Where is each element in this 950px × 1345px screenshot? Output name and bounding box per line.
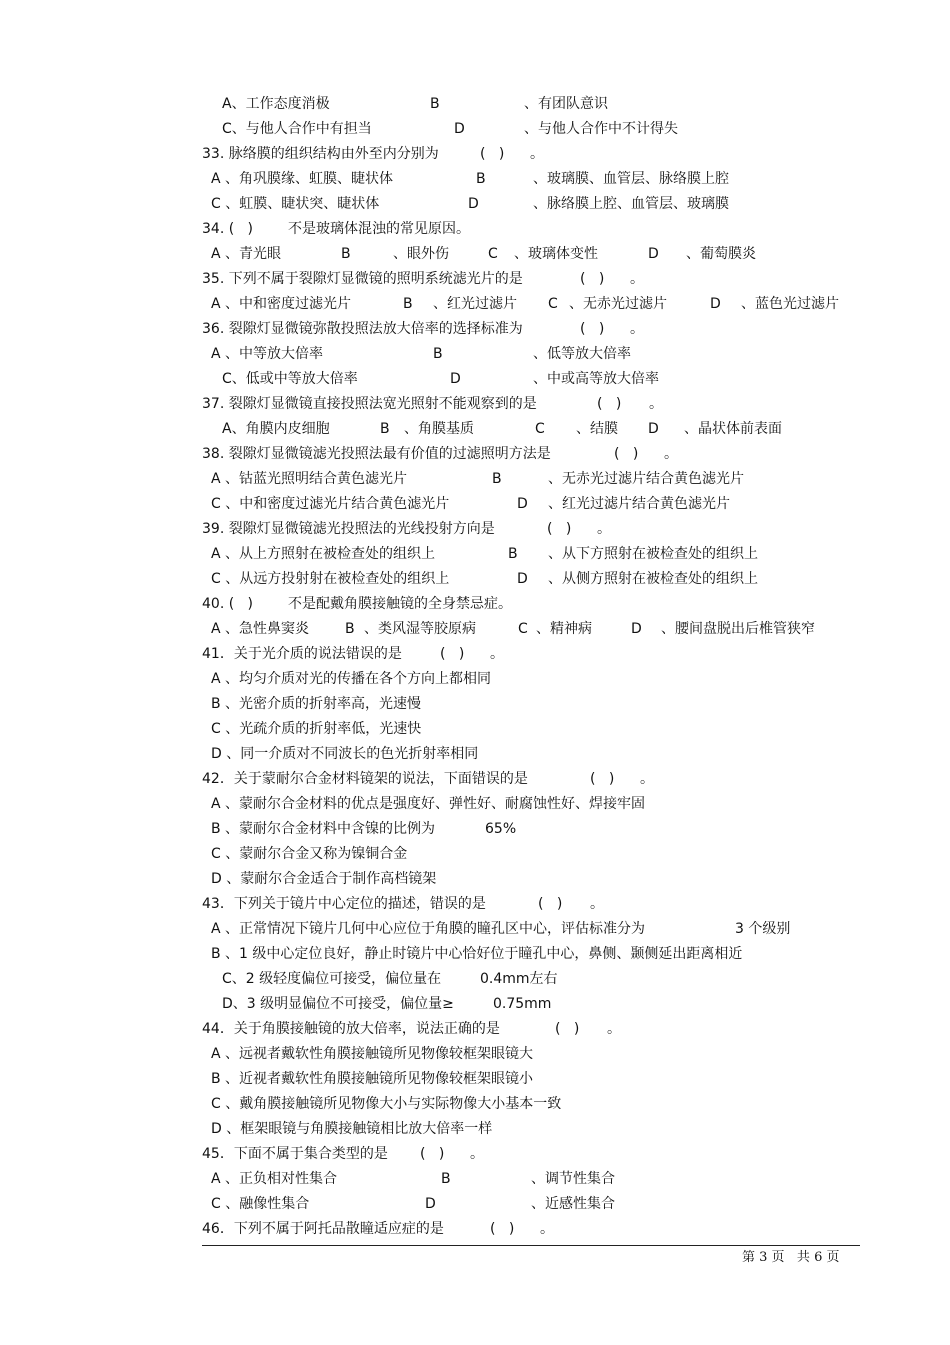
text-segment: 不是玻璃体混浊的常见原因。	[288, 221, 470, 237]
text-segment: 34. ( )	[202, 221, 253, 237]
text-segment: B	[476, 171, 486, 187]
text-segment: A 、中和密度过滤光片	[211, 296, 352, 312]
text-segment: B	[441, 1171, 451, 1187]
text-segment: C、低或中等放大倍率	[222, 371, 358, 387]
text-segment: 43．下列关于镜片中心定位的描述，错误的是	[202, 896, 486, 912]
text-segment: 、类风湿等胶原病	[364, 621, 476, 637]
text-segment: ( )	[440, 646, 465, 662]
text-segment: 、有团队意识	[524, 96, 608, 112]
text-segment: ( )	[590, 771, 615, 787]
text-segment: 44．关于角膜接触镜的放大倍率，说法正确的是	[202, 1021, 500, 1037]
text-segment: C、2 级轻度偏位可接受，偏位量在	[222, 971, 442, 987]
text-segment: 、晶状体前表面	[684, 421, 782, 437]
text-segment: 、腰间盘脱出后椎管狭窄	[661, 621, 815, 637]
text-segment: A、角膜内皮细胞	[222, 421, 330, 437]
text-segment: 。	[597, 521, 611, 537]
text-segment: ( )	[555, 1021, 580, 1037]
text-segment: B	[345, 621, 355, 637]
text-segment: D	[648, 421, 659, 437]
text-segment: B 、光密介质的折射率高，光速慢	[211, 696, 422, 712]
text-segment: A 、从上方照射在被检查处的组织上	[211, 546, 436, 562]
text-segment: D	[425, 1196, 436, 1212]
text-segment: 、中或高等放大倍率	[533, 371, 659, 387]
text-segment: 。	[630, 271, 644, 287]
text-segment: D	[710, 296, 721, 312]
text-segment: 。	[607, 1021, 621, 1037]
text-segment: 37. 裂隙灯显微镜直接投照法宽光照射不能观察到的是	[202, 396, 537, 412]
text-segment: 、葡萄膜炎	[686, 246, 756, 262]
text-segment: 。	[630, 321, 644, 337]
text-segment: 、红光过滤片	[433, 296, 517, 312]
text-segment: ( )	[597, 396, 622, 412]
text-segment: D	[631, 621, 642, 637]
text-segment: 、红光过滤片结合黄色滤光片	[548, 496, 730, 512]
text-segment: C 、虹膜、睫状突、睫状体	[211, 196, 380, 212]
text-segment: C 、光疏介质的折射率低，光速快	[211, 721, 422, 737]
text-segment: ( )	[580, 321, 605, 337]
text-segment: D	[517, 571, 528, 587]
text-segment: 。	[540, 1221, 554, 1237]
text-segment: B	[380, 421, 390, 437]
text-segment: 36. 裂隙灯显微镜弥散投照法放大倍率的选择标准为	[202, 321, 523, 337]
text-segment: B 、蒙耐尔合金材料中含镍的比例为	[211, 821, 436, 837]
text-segment: ( )	[580, 271, 605, 287]
text-segment: C 、从远方投射射在被检查处的组织上	[211, 571, 450, 587]
text-segment: 、低等放大倍率	[533, 346, 631, 362]
text-segment: A 、正常情况下镜片几何中心应位于角膜的瞳孔区中心，评估标准分为	[211, 921, 646, 937]
text-segment: D	[450, 371, 461, 387]
text-segment: C	[488, 246, 498, 262]
text-segment: D、3 级明显偏位不可接受，偏位量≥	[222, 996, 454, 1012]
text-segment: 45．下面不属于集合类型的是	[202, 1146, 388, 1162]
text-segment: 、近感性集合	[531, 1196, 615, 1212]
text-segment: 46．下列不属于阿托品散瞳适应症的是	[202, 1221, 444, 1237]
text-segment: C 、中和密度过滤光片结合黄色滤光片	[211, 496, 450, 512]
text-segment: A 、正负相对性集合	[211, 1171, 338, 1187]
text-segment: B	[508, 546, 518, 562]
text-segment: 、无赤光过滤片	[569, 296, 667, 312]
text-segment: C 、融像性集合	[211, 1196, 310, 1212]
text-segment: 、调节性集合	[531, 1171, 615, 1187]
text-segment: C	[548, 296, 558, 312]
text-segment: 。	[590, 896, 604, 912]
page-footer: 第 3 页 共 6 页	[742, 1250, 840, 1265]
text-segment: 、与他人合作中不计得失	[524, 121, 678, 137]
text-segment: ( )	[480, 146, 505, 162]
text-segment: ( )	[420, 1146, 445, 1162]
text-segment: A 、蒙耐尔合金材料的优点是强度好、弹性好、耐腐蚀性好、焊接牢固	[211, 796, 646, 812]
text-segment: D 、同一介质对不同波长的色光折射率相同	[211, 746, 479, 762]
text-segment: 42．关于蒙耐尔合金材料镜架的说法，下面错误的是	[202, 771, 528, 787]
text-segment: D	[454, 121, 465, 137]
text-segment: D 、蒙耐尔合金适合于制作高档镜架	[211, 871, 437, 887]
text-segment: 、无赤光过滤片结合黄色滤光片	[548, 471, 744, 487]
text-segment: 65%	[485, 821, 517, 837]
text-segment: A 、中等放大倍率	[211, 346, 324, 362]
footer-rule	[202, 1245, 860, 1246]
text-segment: 3 个级别	[735, 921, 791, 937]
text-segment: B 、近视者戴软性角膜接触镜所见物像较框架眼镜小	[211, 1071, 534, 1087]
text-segment: A 、急性鼻窦炎	[211, 621, 310, 637]
text-segment: ( )	[490, 1221, 515, 1237]
text-segment: 。	[530, 146, 544, 162]
text-segment: 35. 下列不属于裂隙灯显微镜的照明系统滤光片的是	[202, 271, 523, 287]
text-segment: 。	[664, 446, 678, 462]
text-segment: C 、戴角膜接触镜所见物像大小与实际物像大小基本一致	[211, 1096, 562, 1112]
text-segment: 、眼外伤	[393, 246, 449, 262]
text-segment: 、蓝色光过滤片	[741, 296, 839, 312]
text-segment: 。	[470, 1146, 484, 1162]
text-segment: 、精神病	[536, 621, 592, 637]
text-segment: A 、钴蓝光照明结合黄色滤光片	[211, 471, 408, 487]
text-segment: A 、远视者戴软性角膜接触镜所见物像较框架眼镜大	[211, 1046, 534, 1062]
text-segment: B	[433, 346, 443, 362]
text-segment: 。	[490, 646, 504, 662]
text-segment: A 、青光眼	[211, 246, 282, 262]
text-segment: B 、1 级中心定位良好，静止时镜片中心恰好位于瞳孔中心，鼻侧、颞侧延出距离相近	[211, 946, 743, 962]
text-segment: 。	[640, 771, 654, 787]
text-segment: B	[341, 246, 351, 262]
text-segment: D	[648, 246, 659, 262]
text-segment: B	[492, 471, 502, 487]
text-segment: C、与他人合作中有担当	[222, 121, 372, 137]
text-segment: B	[403, 296, 413, 312]
text-segment: 40. ( )	[202, 596, 253, 612]
text-segment: 、结膜	[576, 421, 618, 437]
text-segment: 不是配戴角膜接触镜的全身禁忌症。	[288, 596, 512, 612]
text-segment: 、玻璃膜、血管层、脉络膜上腔	[533, 171, 729, 187]
text-segment: 38. 裂隙灯显微镜滤光投照法最有价值的过滤照明方法是	[202, 446, 551, 462]
text-segment: D	[517, 496, 528, 512]
text-segment: ( )	[614, 446, 639, 462]
text-segment: 33. 脉络膜的组织结构由外至内分别为	[202, 146, 439, 162]
text-segment: 、角膜基质	[404, 421, 474, 437]
text-segment: 。	[649, 396, 663, 412]
text-segment: ( )	[547, 521, 572, 537]
text-segment: 、从侧方照射在被检查处的组织上	[548, 571, 758, 587]
text-segment: B	[430, 96, 440, 112]
text-segment: A、工作态度消极	[222, 96, 330, 112]
text-segment: 39. 裂隙灯显微镜滤光投照法的光线投射方向是	[202, 521, 495, 537]
text-segment: 0.75mm	[493, 996, 552, 1012]
text-segment: 41．关于光介质的说法错误的是	[202, 646, 402, 662]
text-segment: 、玻璃体变性	[514, 246, 598, 262]
text-segment: D 、框架眼镜与角膜接触镜相比放大倍率一样	[211, 1121, 493, 1137]
text-segment: 、从下方照射在被检查处的组织上	[548, 546, 758, 562]
text-segment: D	[468, 196, 479, 212]
text-segment: C 、蒙耐尔合金又称为镍铜合金	[211, 846, 408, 862]
text-segment: C	[518, 621, 528, 637]
text-segment: 、脉络膜上腔、血管层、玻璃膜	[533, 196, 729, 212]
text-segment: A 、角巩膜缘、虹膜、睫状体	[211, 171, 394, 187]
text-segment: C	[535, 421, 545, 437]
text-segment: ( )	[538, 896, 563, 912]
text-segment: 0.4mm左右	[480, 971, 558, 987]
text-segment: A 、均匀介质对光的传播在各个方向上都相同	[211, 671, 492, 687]
